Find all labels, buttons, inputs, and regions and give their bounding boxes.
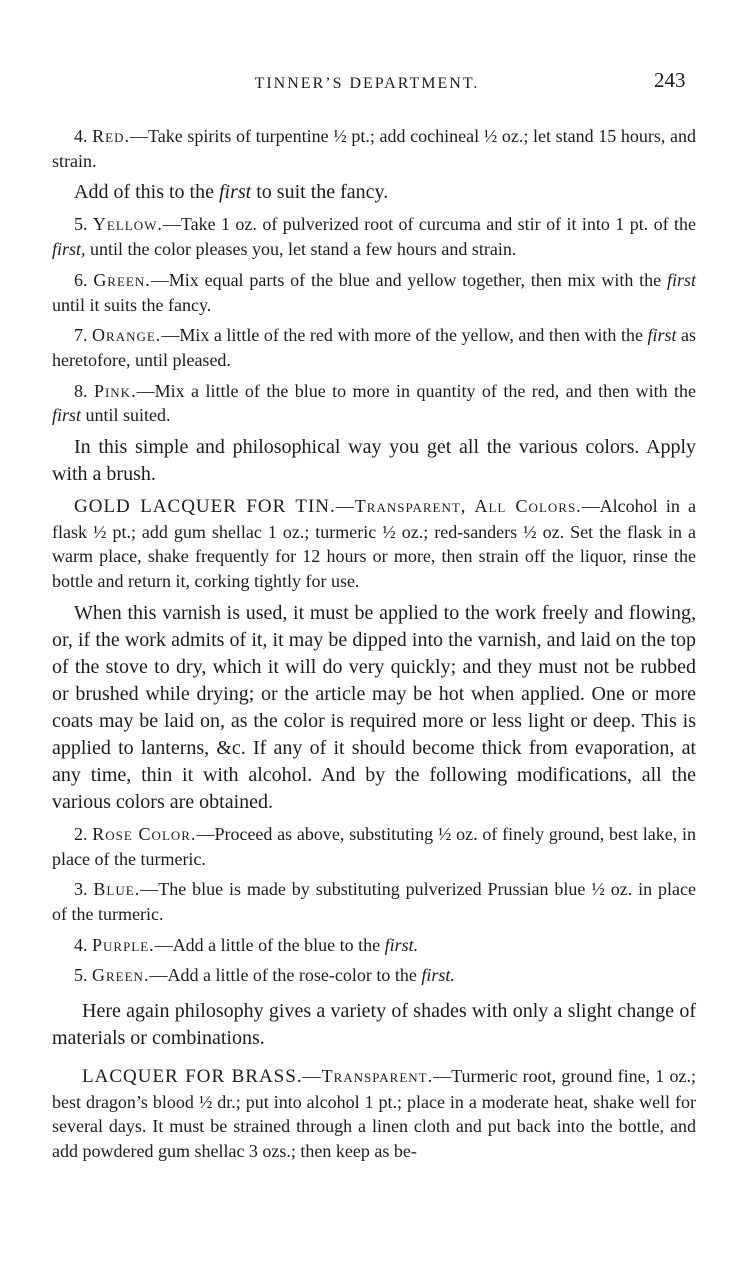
page-number: 243 bbox=[654, 68, 686, 92]
gold-lacquer-recipe: GOLD LACQUER FOR TIN.—Transparent, All Colors.—Alcohol in a flask ½ pt.; add gum shellac 1 oz.; turmeric ½ oz.; red-sanders ½ oz. Set the flask in a warm place, shake frequently for 12 hours or more, then strain off the liquor, rinse the bottle and return it, corking tightly for use. bbox=[52, 496, 696, 592]
variant-green: 5. Green.—Add a little of the rose-color to the first. bbox=[74, 965, 455, 986]
recipe-name: Red. bbox=[92, 126, 130, 146]
recipe-name: Green. bbox=[93, 269, 151, 290]
philosophy-paragraph-1: In this simple and philosophical way you get all the various colors. Apply with a brush. bbox=[52, 436, 696, 486]
section-subheading: —Transparent, All Colors. bbox=[335, 496, 582, 517]
recipe-name: Green. bbox=[92, 965, 150, 986]
recipe-name: Orange. bbox=[92, 325, 162, 346]
recipe-name: Yellow. bbox=[92, 214, 163, 235]
recipe-orange: 7. Orange.—Mix a little of the red with more of the yellow, and then with the first as heretofore, until pleased. bbox=[52, 325, 697, 370]
page-body bbox=[52, 124, 696, 1164]
recipe-name: Rose Color. bbox=[92, 823, 197, 844]
brass-lacquer-recipe: LACQUER FOR BRASS.—Transparent.—Turmeric root, ground fine, 1 oz.; best dragon’s blood ½ dr.; put into alcohol 1 pt.; place in a moderate heat, shake well for several days. It must be strained through a linen cloth and put back into the bottle, and add powdered gum shellac 3 ozs.; then keep as be- bbox=[52, 1066, 697, 1162]
philosophy-paragraph-2: Here again philosophy gives a variety of shades with only a slight change of materials or combinations. bbox=[52, 1000, 696, 1050]
recipe-green: 6. Green.—Mix equal parts of the blue and yellow together, then mix with the first until it suits the fancy. bbox=[52, 269, 696, 315]
recipe-name: Pink. bbox=[93, 380, 137, 401]
recipe-red: 4. Red.—Take spirits of turpentine ½ pt.; add cochineal ½ oz.; let stand 15 hours, and strain. bbox=[52, 126, 697, 171]
section-subheading: —Transparent. bbox=[302, 1066, 434, 1087]
section-heading: LACQUER FOR BRASS. bbox=[82, 1066, 303, 1088]
running-header: TINNER’S DEPARTMENT. bbox=[254, 75, 480, 92]
recipe-pink: 8. Pink.—Mix a little of the blue to more in quantity of the red, and then with the first until suited. bbox=[52, 380, 697, 426]
variant-blue: 3. Blue.—The blue is made by substituting pulverized Prussian blue ½ oz. in place of the turmeric. bbox=[52, 879, 696, 924]
recipe-yellow: 5. Yellow.—Take 1 oz. of pulverized root of curcuma and stir of it into 1 pt. of the first, until the color pleases you, let stand a few hours and strain. bbox=[52, 214, 697, 260]
varnish-usage-paragraph: When this varnish is used, it must be applied to the work freely and flowing, or, if the work admits of it, it may be dipped into the varnish, and laid on the top of the stove to dry, which it will do very quickly; and they must not be rubbed or brushed while drying; or the article may be hot when applied. One or more coats may be laid on, as the color is required more or less light or deep. This is applied to lanterns, &c. If any of it should become thick from evaporation, at any time, thin it with alcohol. And by the following modifications, all the various colors are obtained. bbox=[52, 601, 696, 813]
recipe-name: Purple. bbox=[92, 934, 155, 955]
recipe-red-note: Add of this to the first to suit the fancy. bbox=[74, 181, 389, 204]
variant-rose: 2. Rose Color.—Proceed as above, substituting ½ oz. of finely ground, best lake, in place of the turmeric. bbox=[52, 823, 696, 869]
section-heading: GOLD LACQUER FOR TIN. bbox=[74, 496, 336, 518]
recipe-name: Blue. bbox=[93, 879, 141, 900]
variant-purple: 4. Purple.—Add a little of the blue to the first. bbox=[74, 934, 419, 955]
